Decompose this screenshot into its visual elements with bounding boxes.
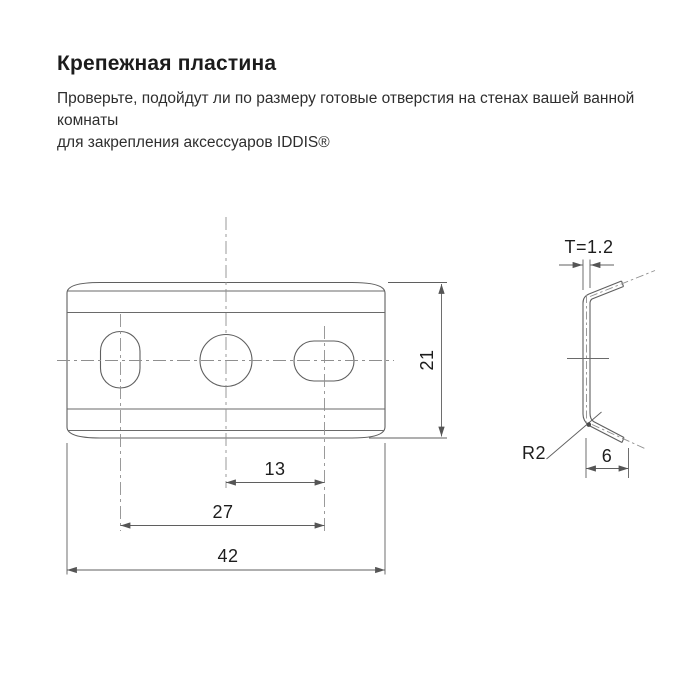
- page-description-line-2: для закрепления аксессуаров IDDIS®: [57, 134, 330, 151]
- hole-right-oval: [294, 341, 354, 381]
- side-view: [567, 271, 655, 450]
- front-view-dimensions: [67, 283, 447, 575]
- dimension-label-flange-depth: 6: [601, 446, 613, 466]
- dimension-label-width: 42: [217, 546, 239, 566]
- dimension-label-bend-radius: R2: [521, 443, 547, 463]
- bottom-flange-centerline: [592, 425, 647, 450]
- radius-leader-line: [547, 412, 602, 459]
- side-view-dimensions: [522, 237, 629, 478]
- page-title: Крепежная пластина: [57, 52, 277, 75]
- profile-outer-line: [583, 281, 622, 443]
- front-view: [57, 217, 394, 531]
- dimension-label-thickness: T=1.2: [564, 237, 614, 257]
- radius-leader-dot: [587, 422, 592, 427]
- dimension-label-inner-spacing: 13: [264, 459, 286, 479]
- top-flange-centerline: [590, 271, 655, 297]
- dimension-label-outer-spacing: 27: [212, 502, 234, 522]
- page-description-line-1: Проверьте, подойдут ли по размеру готовые отверстия на стенах вашей ванной комнаты: [57, 90, 635, 129]
- dimension-label-height: 21: [417, 349, 437, 371]
- profile-inner-line: [590, 287, 624, 438]
